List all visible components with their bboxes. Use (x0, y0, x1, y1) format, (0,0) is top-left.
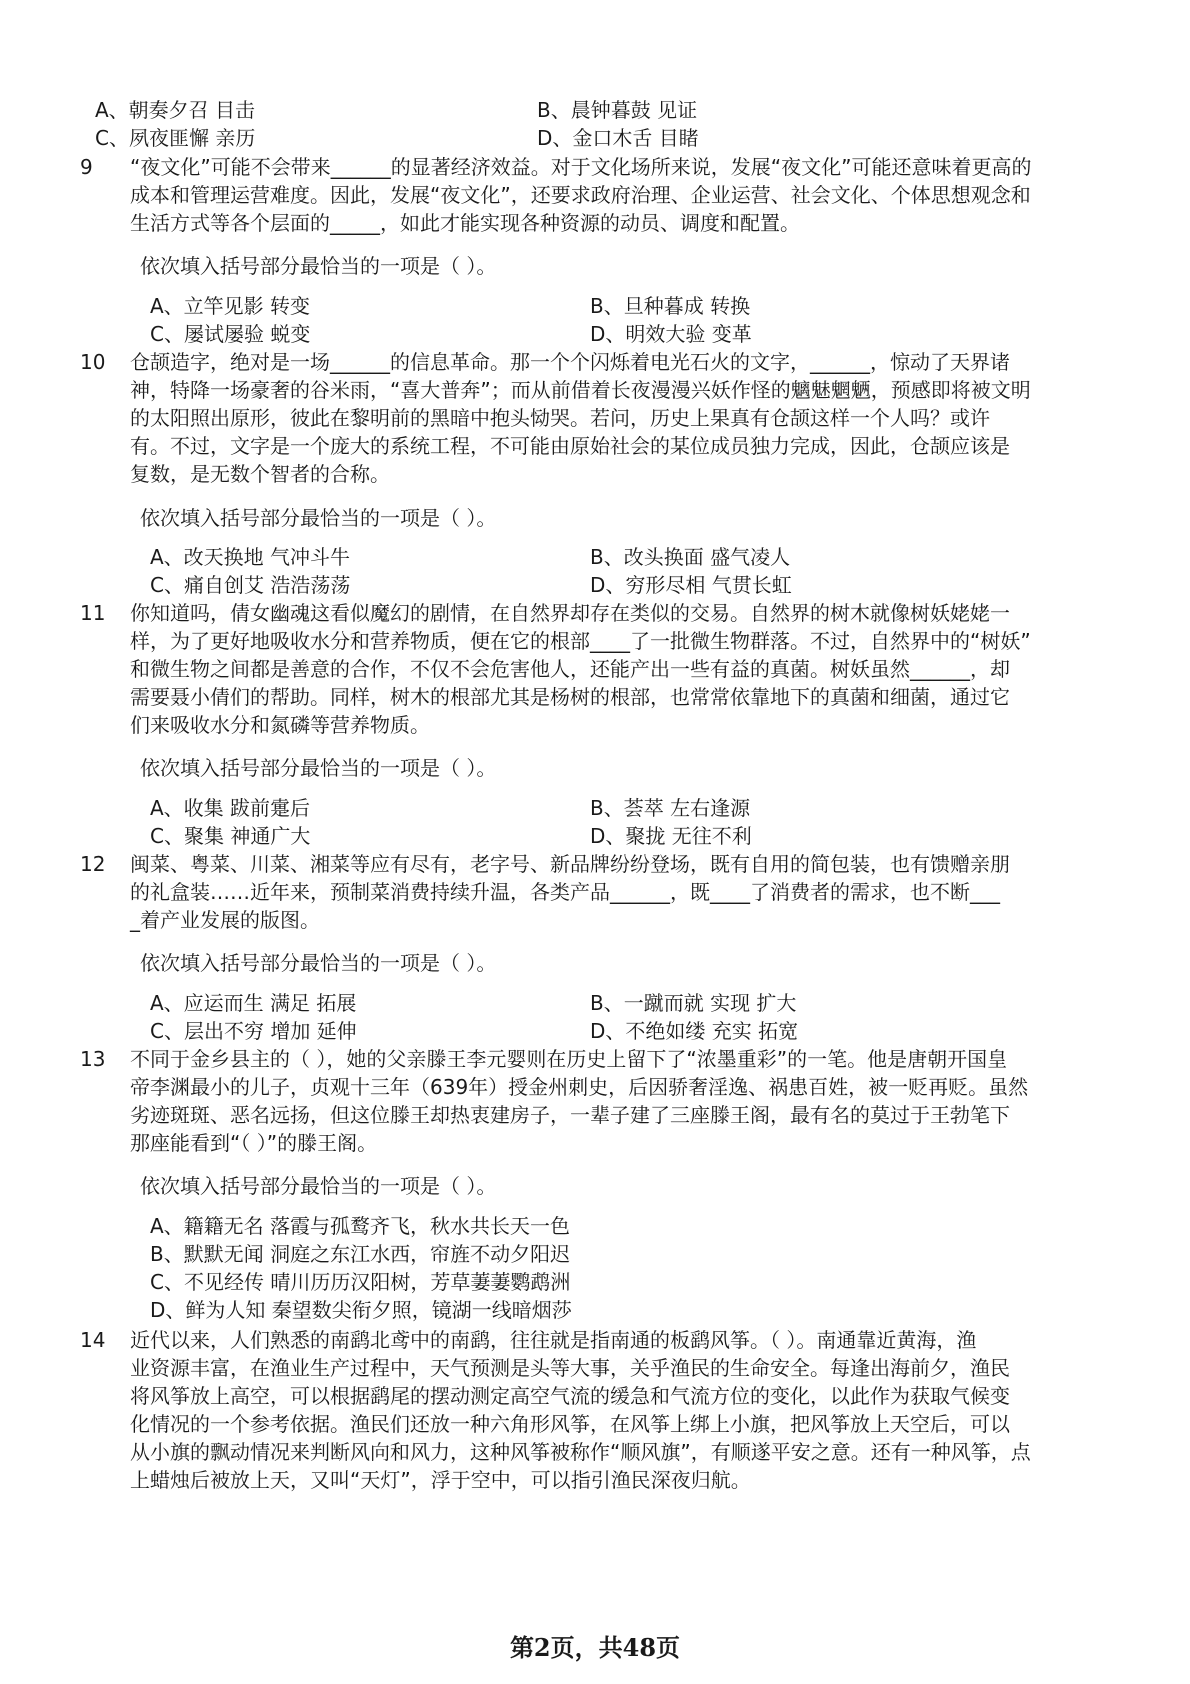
q10-option-d: D、穷形尽相 气贯长虹 (590, 573, 792, 597)
q13-option-c: C、不见经传 晴川历历汉阳树，芳草萋萋鹦鹉洲 (150, 1270, 571, 1294)
q9-option-b: B、旦种暮成 转换 (590, 294, 751, 318)
q13-prompt: 依次填入括号部分最恰当的一项是（ ）。 (140, 1174, 497, 1198)
q11-option-d: D、聚拢 无往不利 (590, 824, 752, 848)
q14-line: 业资源丰富，在渔业生产过程中，天气预测是头等大事，关乎渔民的生命安全。每逢出海前夕，渔民 (130, 1356, 1010, 1380)
q10-line: 复数，是无数个智者的合称。 (130, 462, 390, 486)
q10-option-b: B、改头换面 盛气凌人 (590, 545, 791, 569)
q10-line: 的太阳照出原形，彼此在黎明前的黑暗中抱头恸哭。若问，历史上果真有仓颉这样一个人吗？或许 (130, 406, 990, 430)
q9-prompt: 依次填入括号部分最恰当的一项是（ ）。 (140, 254, 497, 278)
q8-option-a: A、朝奏夕召 目击 (95, 98, 256, 122)
question-number: 14 (80, 1328, 106, 1352)
q14-line: 将风筝放上高空，可以根据鹞尾的摆动测定高空气流的缓急和气流方位的变化，以此作为获取气候变 (130, 1384, 1010, 1408)
q9-option-c: C、屡试屡验 蜕变 (150, 322, 311, 346)
q13-line: 不同于金乡县主的（ ），她的父亲滕王李元婴则在历史上留下了“浓墨重彩”的一笔。他是唐朝开国皇 (130, 1047, 1008, 1071)
q10-line: 神，特降一场豪奢的谷米雨，“喜大普奔”；而从前借着长夜漫漫兴妖作怪的魑魅魍魉，预感即将被文明 (130, 378, 1031, 402)
q14-line: 从小旗的飘动情况来判断风向和风力，这种风筝被称作“顺风旗”，有顺遂平安之意。还有一种风筝，点 (130, 1440, 1031, 1464)
q13-line: 那座能看到“（ ）”的滕王阁。 (130, 1131, 378, 1155)
q14-line: 近代以来，人们熟悉的南鹞北鸢中的南鹞，往往就是指南通的板鹞风筝。（ ）。南通靠近黄海，渔 (130, 1328, 977, 1352)
q11-prompt: 依次填入括号部分最恰当的一项是（ ）。 (140, 756, 497, 780)
q13-option-b: B、默默无闻 洞庭之东江水西，帘旌不动夕阳迟 (150, 1242, 571, 1266)
question-number: 13 (80, 1047, 106, 1071)
q11-option-c: C、聚集 神通广大 (150, 824, 311, 848)
q12-line: _着产业发展的版图。 (130, 908, 320, 932)
question-number: 10 (80, 350, 106, 374)
question-number: 9 (80, 155, 93, 179)
q11-line: 需要聂小倩们的帮助。同样，树木的根部尤其是杨树的根部，也常常依靠地下的真菌和细菌，通过它 (130, 685, 1010, 709)
q8-option-d: D、金口木舌 目睹 (537, 126, 699, 150)
q9-line: “夜文化”可能不会带来______的显著经济效益。对于文化场所来说，发展“夜文化”可能还意味着更高的 (130, 155, 1032, 179)
q12-line: 的礼盒装……近年来，预制菜消费持续升温，各类产品______，既____了消费者的需求，也不断___ (130, 880, 1000, 904)
q10-line: 有。不过，文字是一个庞大的系统工程，不可能由原始社会的某位成员独力完成，因此，仓颉应该是 (130, 434, 1010, 458)
page-number-footer: 第2页，共48页 (509, 1633, 681, 1662)
question-number: 11 (80, 601, 106, 625)
q12-option-c: C、层出不穷 增加 延伸 (150, 1019, 357, 1043)
q13-option-d: D、鲜为人知 秦望数尖衔夕照，镜湖一线暗烟莎 (150, 1298, 572, 1322)
q13-option-a: A、籍籍无名 落霞与孤鹜齐飞，秋水共长天一色 (150, 1214, 571, 1238)
q10-prompt: 依次填入括号部分最恰当的一项是（ ）。 (140, 506, 497, 530)
q11-line: 你知道吗，倩女幽魂这看似魔幻的剧情，在自然界却存在类似的交易。自然界的树木就像树妖姥姥一 (130, 601, 1010, 625)
q12-option-d: D、不绝如缕 充实 拓宽 (590, 1019, 799, 1043)
q14-line: 化情况的一个参考依据。渔民们还放一种六角形风筝，在风筝上绑上小旗，把风筝放上天空后，可以 (130, 1412, 1010, 1436)
q11-option-b: B、荟萃 左右逢源 (590, 796, 751, 820)
q12-option-b: B、一蹴而就 实现 扩大 (590, 991, 797, 1015)
q10-option-a: A、改天换地 气冲斗牛 (150, 545, 351, 569)
q14-line: 上蜡烛后被放上天，又叫“天灯”，浮于空中，可以指引渔民深夜归航。 (130, 1468, 751, 1492)
q9-option-d: D、明效大验 变革 (590, 322, 752, 346)
q13-line: 帝李渊最小的儿子，贞观十三年（639年）授金州刺史，后因骄奢淫逸、祸患百姓，被一贬再贬。虽然 (130, 1075, 1029, 1099)
q12-line: 闽菜、粤菜、川菜、湘菜等应有尽有，老字号、新品牌纷纷登场，既有自用的简包装，也有馈赠亲朋 (130, 852, 1010, 876)
q9-line: 成本和管理运营难度。因此，发展“夜文化”，还要求政府治理、企业运营、社会文化、个体思想观念和 (130, 183, 1031, 207)
q9-option-a: A、立竿见影 转变 (150, 294, 311, 318)
q13-line: 劣迹斑斑、恶名远扬，但这位滕王却热衷建房子，一辈子建了三座滕王阁，最有名的莫过于王勃笔下 (130, 1103, 1010, 1127)
q11-line: 样，为了更好地吸收水分和营养物质，便在它的根部____了一批微生物群落。不过，自然界中的“树妖” (130, 629, 1031, 653)
q8-option-b: B、晨钟暮鼓 见证 (537, 98, 698, 122)
q11-line: 们来吸收水分和氮磷等营养物质。 (130, 713, 430, 737)
q10-line: 仓颉造字，绝对是一场______的信息革命。那一个个闪烁着电光石火的文字，______，惊动了天界诸 (130, 350, 1010, 374)
q10-option-c: C、痛自创艾 浩浩荡荡 (150, 573, 351, 597)
q9-line: 生活方式等各个层面的_____，如此才能实现各种资源的动员、调度和配置。 (130, 211, 800, 235)
q12-option-a: A、应运而生 满足 拓展 (150, 991, 357, 1015)
q11-option-a: A、收集 跋前疐后 (150, 796, 311, 820)
q11-line: 和微生物之间都是善意的合作，不仅不会危害他人，还能产出一些有益的真菌。树妖虽然______，却 (130, 657, 1010, 681)
q8-option-c: C、夙夜匪懈 亲历 (95, 126, 256, 150)
question-number: 12 (80, 852, 106, 876)
q12-prompt: 依次填入括号部分最恰当的一项是（ ）。 (140, 951, 497, 975)
